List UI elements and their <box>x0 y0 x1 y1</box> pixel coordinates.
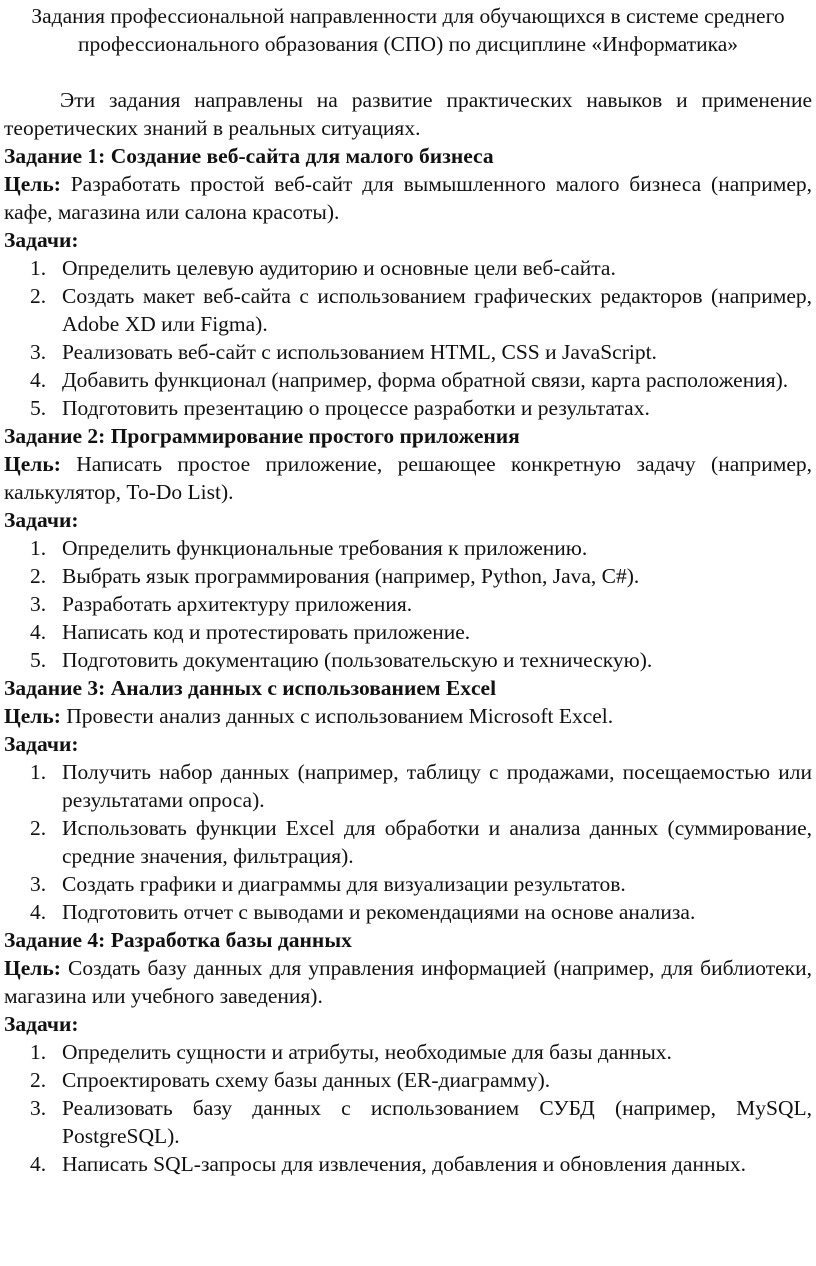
list-item-text: Подготовить отчет с выводами и рекомендациями на основе анализа. <box>62 900 696 924</box>
task-section <box>4 674 812 926</box>
list-item-text: Получить набор данных (например, таблицу с продажами, посещаемостью или результатами опроса). <box>62 760 812 812</box>
list-item-text: Подготовить документацию (пользовательскую и техническую). <box>62 648 653 672</box>
list-item-text: Реализовать веб-сайт с использованием HTML, CSS и JavaScript. <box>62 340 657 364</box>
list-item <box>4 1150 812 1178</box>
goal-label: Цель: <box>4 172 61 196</box>
list-item <box>4 394 812 422</box>
list-item-text: Реализовать базу данных с использованием СУБД (например, MySQL, PostgreSQL). <box>62 1096 812 1148</box>
list-item-number: 1. <box>30 760 47 784</box>
task-heading: Задание 3: Анализ данных с использованием Excel <box>4 676 497 700</box>
list-item <box>4 338 812 366</box>
list-item <box>4 1038 812 1066</box>
list-item-text: Использовать функции Excel для обработки и анализа данных (суммирование, средние значения, фильтрация). <box>62 816 812 868</box>
goal-label: Цель: <box>4 452 61 476</box>
list-item <box>4 590 812 618</box>
list-item-number: 3. <box>30 592 47 616</box>
task-steps-list <box>4 1038 812 1178</box>
list-item <box>4 618 812 646</box>
tasks-label: Задачи: <box>4 1012 79 1036</box>
document-title: Задания профессиональной направленности для обучающихся в системе среднего профессионального образования (СПО) по дисциплине «Информатика» <box>31 4 785 56</box>
goal-text: Создать базу данных для управления информацией (например, для библиотеки, магазина или учебного заведения). <box>4 956 812 1008</box>
list-item-text: Спроектировать схему базы данных (ER-диаграмму). <box>62 1068 551 1092</box>
list-item-text: Написать SQL-запросы для извлечения, добавления и обновления данных. <box>62 1152 747 1176</box>
list-item <box>4 534 812 562</box>
list-item-number: 2. <box>30 1068 47 1092</box>
list-item <box>4 1094 812 1150</box>
list-item-text: Создать макет веб-сайта с использованием графических редакторов (например, Adobe XD или Figma). <box>62 284 812 336</box>
list-item-number: 5. <box>30 396 47 420</box>
task-goal <box>4 702 812 730</box>
list-item-number: 2. <box>30 816 47 840</box>
list-item-number: 1. <box>30 536 47 560</box>
list-item-number: 3. <box>30 340 47 364</box>
list-item-text: Написать код и протестировать приложение. <box>62 620 471 644</box>
list-item-number: 4. <box>30 900 47 924</box>
tasks-label: Задачи: <box>4 508 79 532</box>
list-item-text: Добавить функционал (например, форма обратной связи, карта расположения). <box>62 368 789 392</box>
intro-paragraph: Эти задания направлены на развитие практических навыков и применение теоретических знаний в реальных ситуациях. <box>4 88 812 140</box>
task-goal <box>4 450 812 506</box>
list-item-number: 2. <box>30 564 47 588</box>
list-item <box>4 282 812 338</box>
list-item-text: Определить сущности и атрибуты, необходимые для базы данных. <box>62 1040 672 1064</box>
task-goal <box>4 170 812 226</box>
list-item-text: Определить функциональные требования к приложению. <box>62 536 588 560</box>
goal-text: Написать простое приложение, решающее конкретную задачу (например, калькулятор, To-Do List). <box>4 452 812 504</box>
task-heading: Задание 1: Создание веб-сайта для малого бизнеса <box>4 144 494 168</box>
task-steps-list <box>4 254 812 422</box>
list-item-number: 2. <box>30 284 47 308</box>
goal-text: Провести анализ данных с использованием Microsoft Excel. <box>66 704 614 728</box>
list-item <box>4 1066 812 1094</box>
list-item <box>4 814 812 870</box>
list-item-text: Выбрать язык программирования (например, Python, Java, C#). <box>62 564 640 588</box>
task-sections <box>4 142 812 1178</box>
tasks-label: Задачи: <box>4 732 79 756</box>
task-heading: Задание 2: Программирование простого приложения <box>4 424 520 448</box>
list-item <box>4 870 812 898</box>
task-goal <box>4 954 812 1010</box>
goal-text: Разработать простой веб-сайт для вымышленного малого бизнеса (например, кафе, магазина или салона красоты). <box>4 172 812 224</box>
task-section <box>4 926 812 1178</box>
list-item <box>4 254 812 282</box>
task-steps-list <box>4 534 812 674</box>
task-section <box>4 142 812 422</box>
list-item-text: Подготовить презентацию о процессе разработки и результатах. <box>62 396 650 420</box>
list-item-number: 4. <box>30 368 47 392</box>
list-item-number: 5. <box>30 648 47 672</box>
list-item-number: 1. <box>30 1040 47 1064</box>
list-item <box>4 562 812 590</box>
list-item-text: Создать графики и диаграммы для визуализации результатов. <box>62 872 626 896</box>
list-item <box>4 646 812 674</box>
list-item <box>4 366 812 394</box>
list-item <box>4 758 812 814</box>
task-steps-list <box>4 758 812 926</box>
list-item-text: Разработать архитектуру приложения. <box>62 592 413 616</box>
task-section <box>4 422 812 674</box>
list-item <box>4 898 812 926</box>
list-item-number: 3. <box>30 872 47 896</box>
list-item-number: 4. <box>30 620 47 644</box>
list-item-number: 3. <box>30 1096 47 1120</box>
goal-label: Цель: <box>4 956 61 980</box>
tasks-label: Задачи: <box>4 228 79 252</box>
task-heading: Задание 4: Разработка базы данных <box>4 928 352 952</box>
list-item-text: Определить целевую аудиторию и основные цели веб-сайта. <box>62 256 616 280</box>
list-item-number: 4. <box>30 1152 47 1176</box>
goal-label: Цель: <box>4 704 61 728</box>
list-item-number: 1. <box>30 256 47 280</box>
